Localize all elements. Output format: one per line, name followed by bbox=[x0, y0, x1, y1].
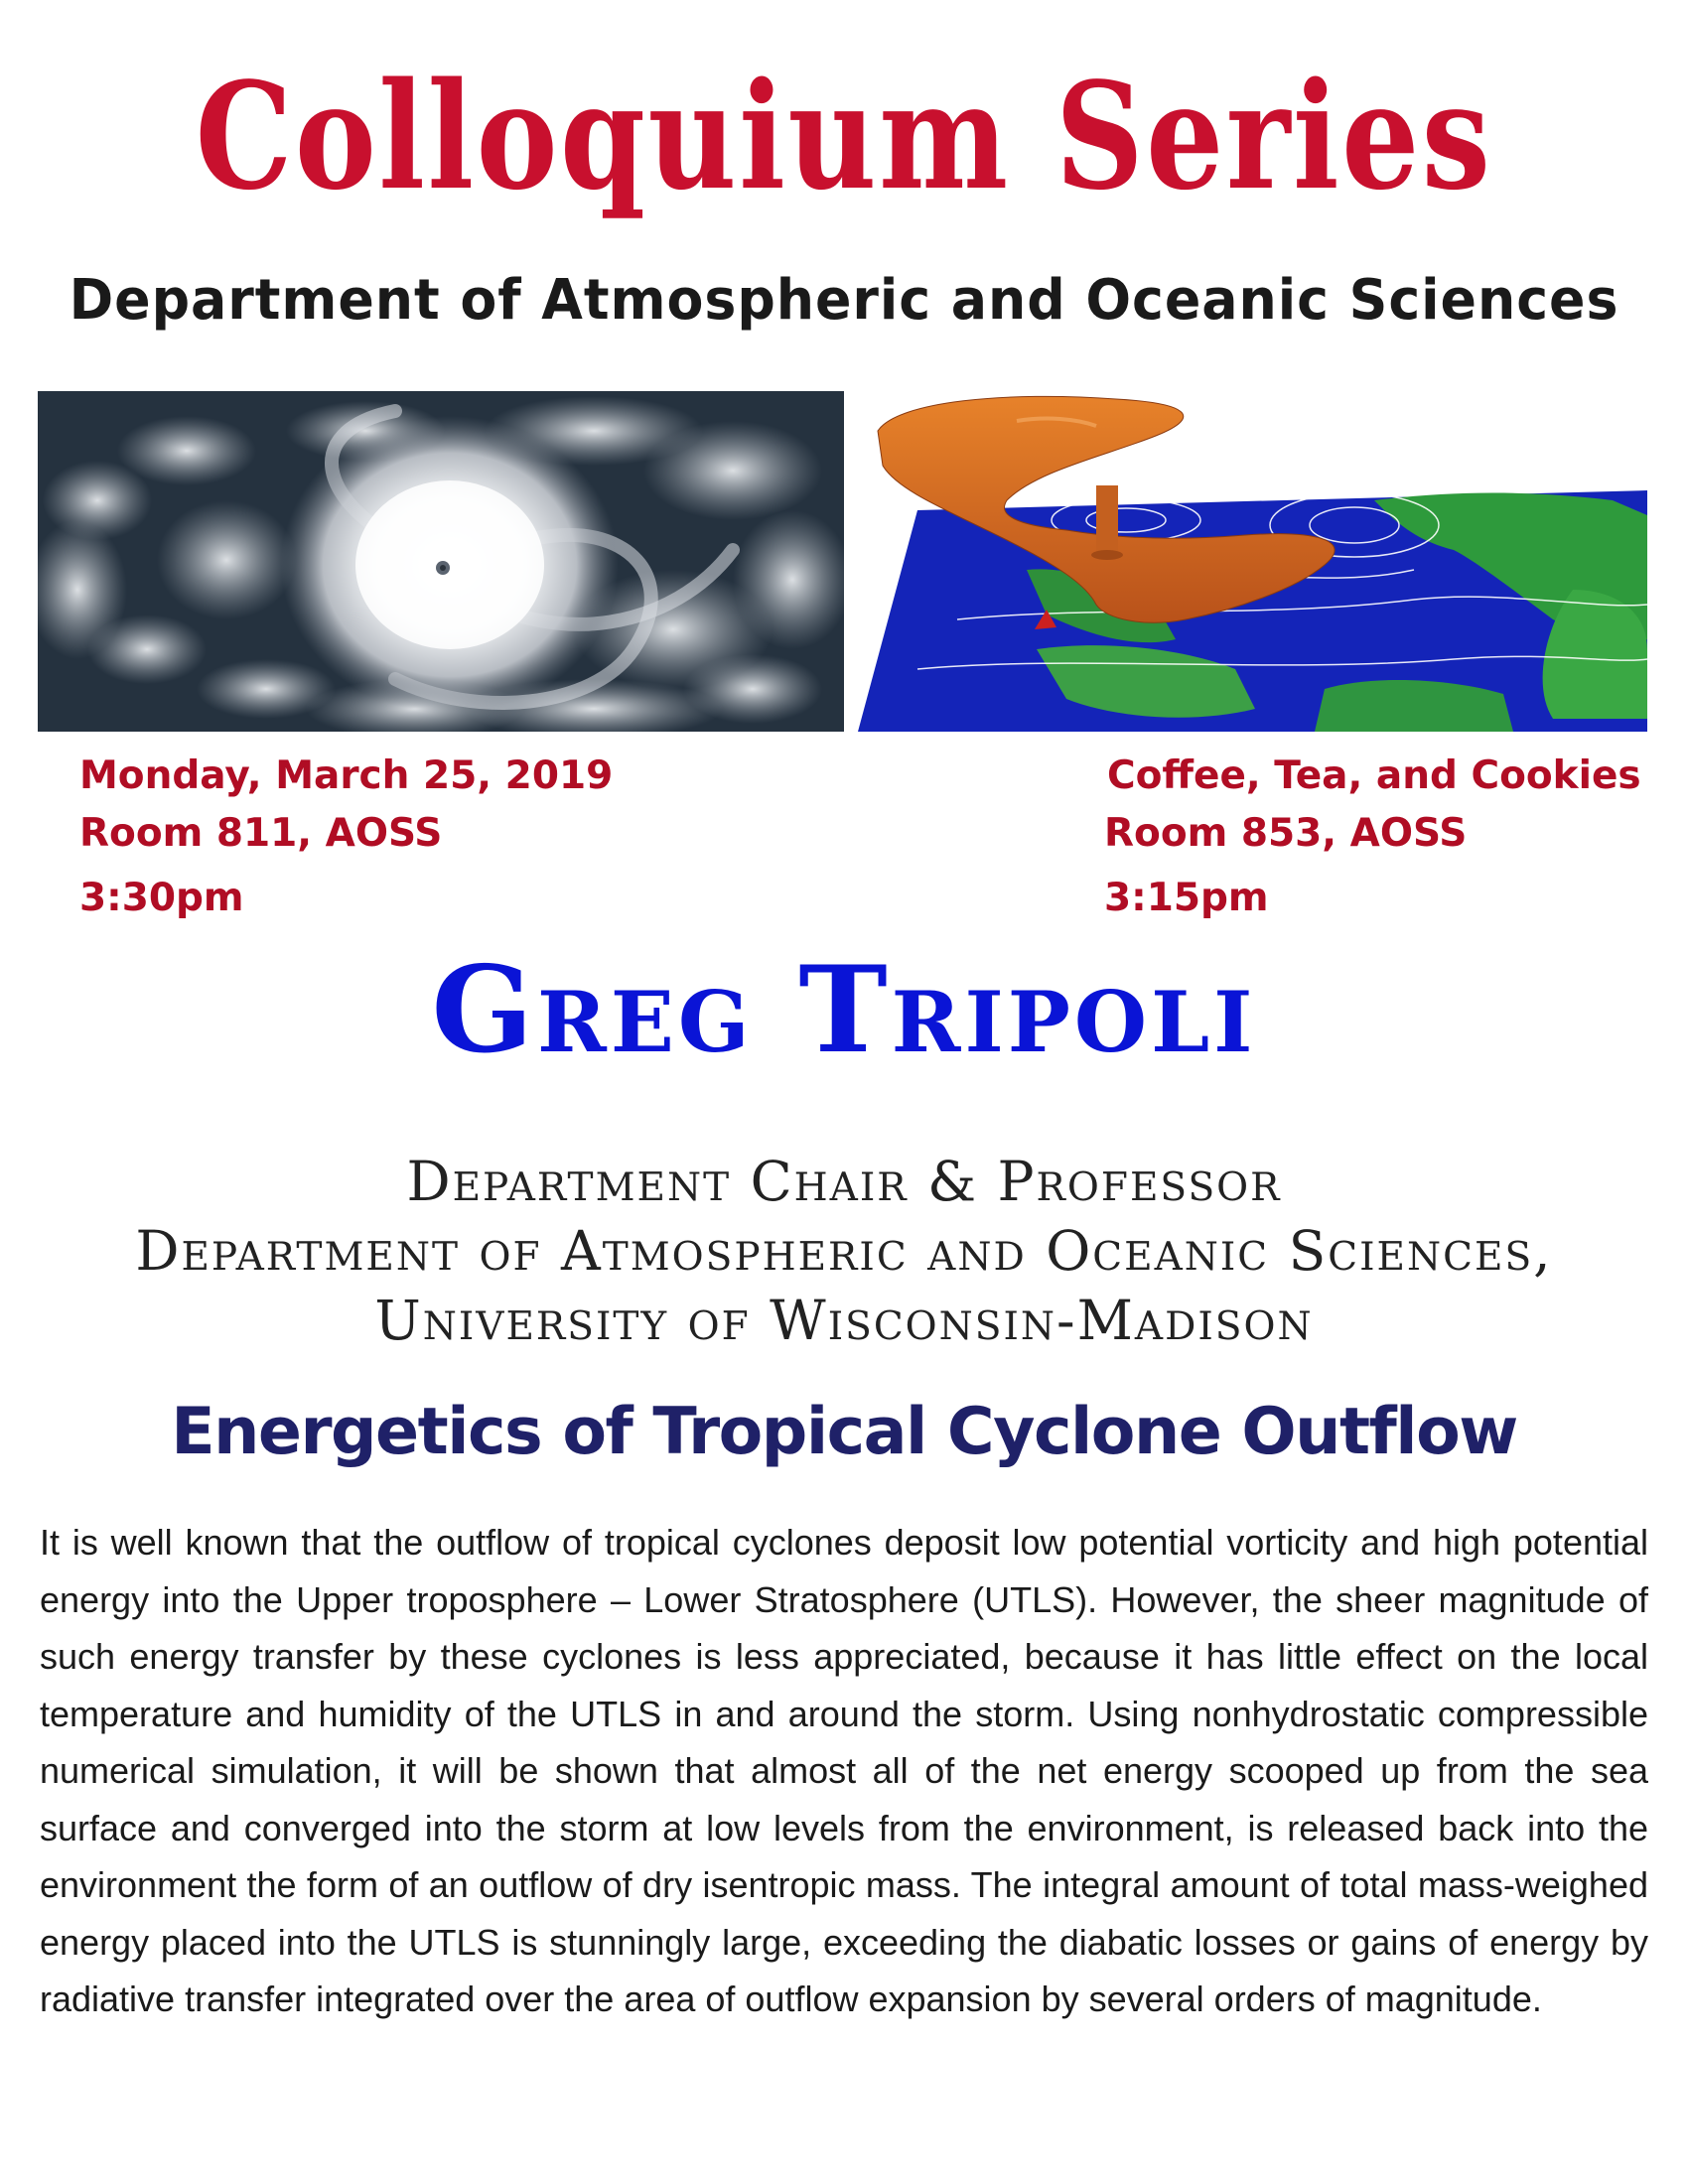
coffee-time: 3:15pm bbox=[1104, 876, 1269, 920]
hurricane-satellite-photo bbox=[38, 391, 844, 732]
talk-date: Monday, March 25, 2019 bbox=[79, 753, 614, 798]
talk-title: Energetics of Tropical Cyclone Outflow bbox=[171, 1395, 1517, 1469]
department-heading: Department of Atmospheric and Oceanic Sciences bbox=[69, 268, 1619, 333]
series-title: Colloquium Series bbox=[195, 50, 1493, 222]
coffee-title: Coffee, Tea, and Cookies bbox=[1107, 753, 1641, 798]
speaker-department: Department of Atmospheric and Oceanic Sciences, bbox=[135, 1219, 1553, 1283]
coffee-room: Room 853, AOSS bbox=[1104, 811, 1468, 856]
speaker-name: Greg Tripoli bbox=[431, 940, 1257, 1080]
speaker-position: Department Chair & Professor bbox=[406, 1150, 1282, 1213]
speaker-university: University of Wisconsin-Madison bbox=[374, 1289, 1314, 1352]
abstract-text: It is well known that the outflow of tropical cyclones deposit low potential vorticity and high potential energy into the Upper troposphere – Lower Stratosphere (UTLS). However, the sheer magnitude of such energy transfer by these cyclones is less appreciated, because it has little effect on the local temperature and humidity of the UTLS in and around the storm. Using nonhydrostatic compressible numerical simulation, it will be shown that almost all of the net energy scooped up from the sea surface and converged into the storm at low levels from the environment, is released back into the environment the form of an outflow of dry isentropic mass. The integral amount of total mass-weighed energy placed into the UTLS is stunningly large, exceeding the diabatic losses or gains of energy by radiative transfer integrated over the area of outflow expansion by several orders of magnitude. bbox=[40, 1522, 1648, 2019]
cyclone-outflow-3d-model bbox=[858, 391, 1652, 732]
talk-time: 3:30pm bbox=[79, 876, 244, 920]
talk-room: Room 811, AOSS bbox=[79, 811, 443, 856]
